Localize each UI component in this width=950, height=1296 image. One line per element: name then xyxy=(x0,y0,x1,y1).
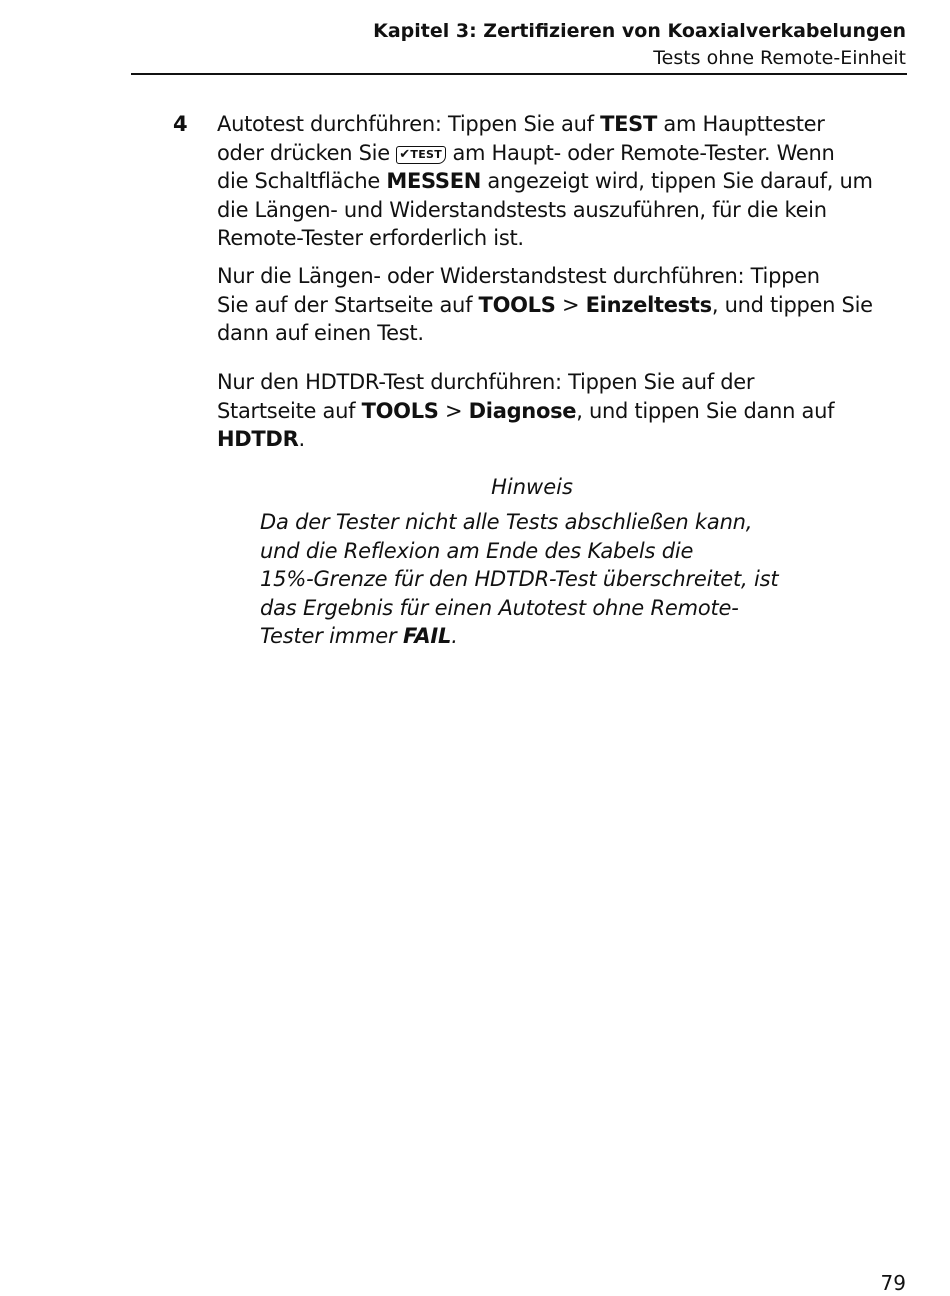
bold-term-tools: TOOLS xyxy=(361,398,439,423)
bold-term-messen: MESSEN xyxy=(386,169,482,194)
text-line: die Längen- und Widerstandstests auszuführen, für die kein xyxy=(217,197,827,222)
text-line xyxy=(260,622,860,651)
bold-term-fail: FAIL xyxy=(402,624,452,649)
text-run: Startseite auf xyxy=(217,398,362,423)
text-line xyxy=(217,291,917,320)
text-line xyxy=(217,167,917,196)
text-line xyxy=(217,397,917,426)
text-run: angezeigt wird, tippen Sie darauf, um xyxy=(481,169,873,194)
text-run: . xyxy=(451,624,458,649)
text-line xyxy=(217,139,917,168)
test-key-icon xyxy=(396,146,446,164)
bold-term-test: TEST xyxy=(600,112,658,136)
running-header xyxy=(131,18,906,72)
text-run: am Haupt- oder Remote-Tester. Wenn xyxy=(446,140,835,165)
text-line: und die Reflexion am Ende des Kabels die xyxy=(260,538,694,563)
text-run: , und tippen Sie xyxy=(711,292,873,317)
text-run: Autotest durchführen: Tippen Sie auf xyxy=(217,112,601,136)
text-line: Nur die Längen- oder Widerstandstest durchführen: Tippen xyxy=(217,264,820,288)
test-key-label: TEST xyxy=(410,147,443,161)
text-run: die Schaltfläche xyxy=(217,169,387,194)
step-paragraph-hdtdr xyxy=(217,368,917,454)
text-run: Tester immer xyxy=(260,624,403,649)
note-body xyxy=(260,508,860,651)
step-number: 4 xyxy=(173,112,188,136)
bold-term-einzeltests: Einzeltests xyxy=(585,292,712,317)
step-paragraph-single-tests xyxy=(217,262,917,348)
text-line xyxy=(217,425,917,454)
bold-term-tools: TOOLS xyxy=(478,292,556,317)
text-run: am Haupttester xyxy=(657,112,825,136)
text-run: Sie auf der Startseite auf xyxy=(217,292,479,317)
text-run: . xyxy=(298,427,305,452)
note-title: Hinweis xyxy=(491,475,573,499)
text-line: Nur den HDTDR-Test durchführen: Tippen Sie auf der xyxy=(217,370,755,394)
text-line: Remote-Tester erforderlich ist. xyxy=(217,226,524,251)
page-number: 79 xyxy=(880,1271,906,1295)
text-run: oder drücken Sie xyxy=(217,140,397,165)
chapter-title: Kapitel 3: Zertifizieren von Koaxialverkabelungen xyxy=(373,20,906,42)
checkmark-icon: ✔ xyxy=(399,146,411,162)
text-run: > xyxy=(555,292,586,317)
text-line: dann auf einen Test. xyxy=(217,321,424,346)
text-run: > xyxy=(438,398,469,423)
text-line: Da der Tester nicht alle Tests abschließen kann, xyxy=(260,510,753,534)
header-rule xyxy=(131,73,907,75)
text-run: , und tippen Sie dann auf xyxy=(576,398,835,423)
step-paragraph-autotest xyxy=(217,110,917,253)
bold-term-hdtdr: HDTDR xyxy=(217,427,299,452)
bold-term-diagnose: Diagnose xyxy=(468,398,577,423)
text-line: das Ergebnis für einen Autotest ohne Remote- xyxy=(260,595,739,620)
text-line: 15%-Grenze für den HDTDR-Test überschreitet, ist xyxy=(260,567,779,592)
section-title: Tests ohne Remote-Einheit xyxy=(653,47,906,69)
text-line xyxy=(217,110,917,139)
